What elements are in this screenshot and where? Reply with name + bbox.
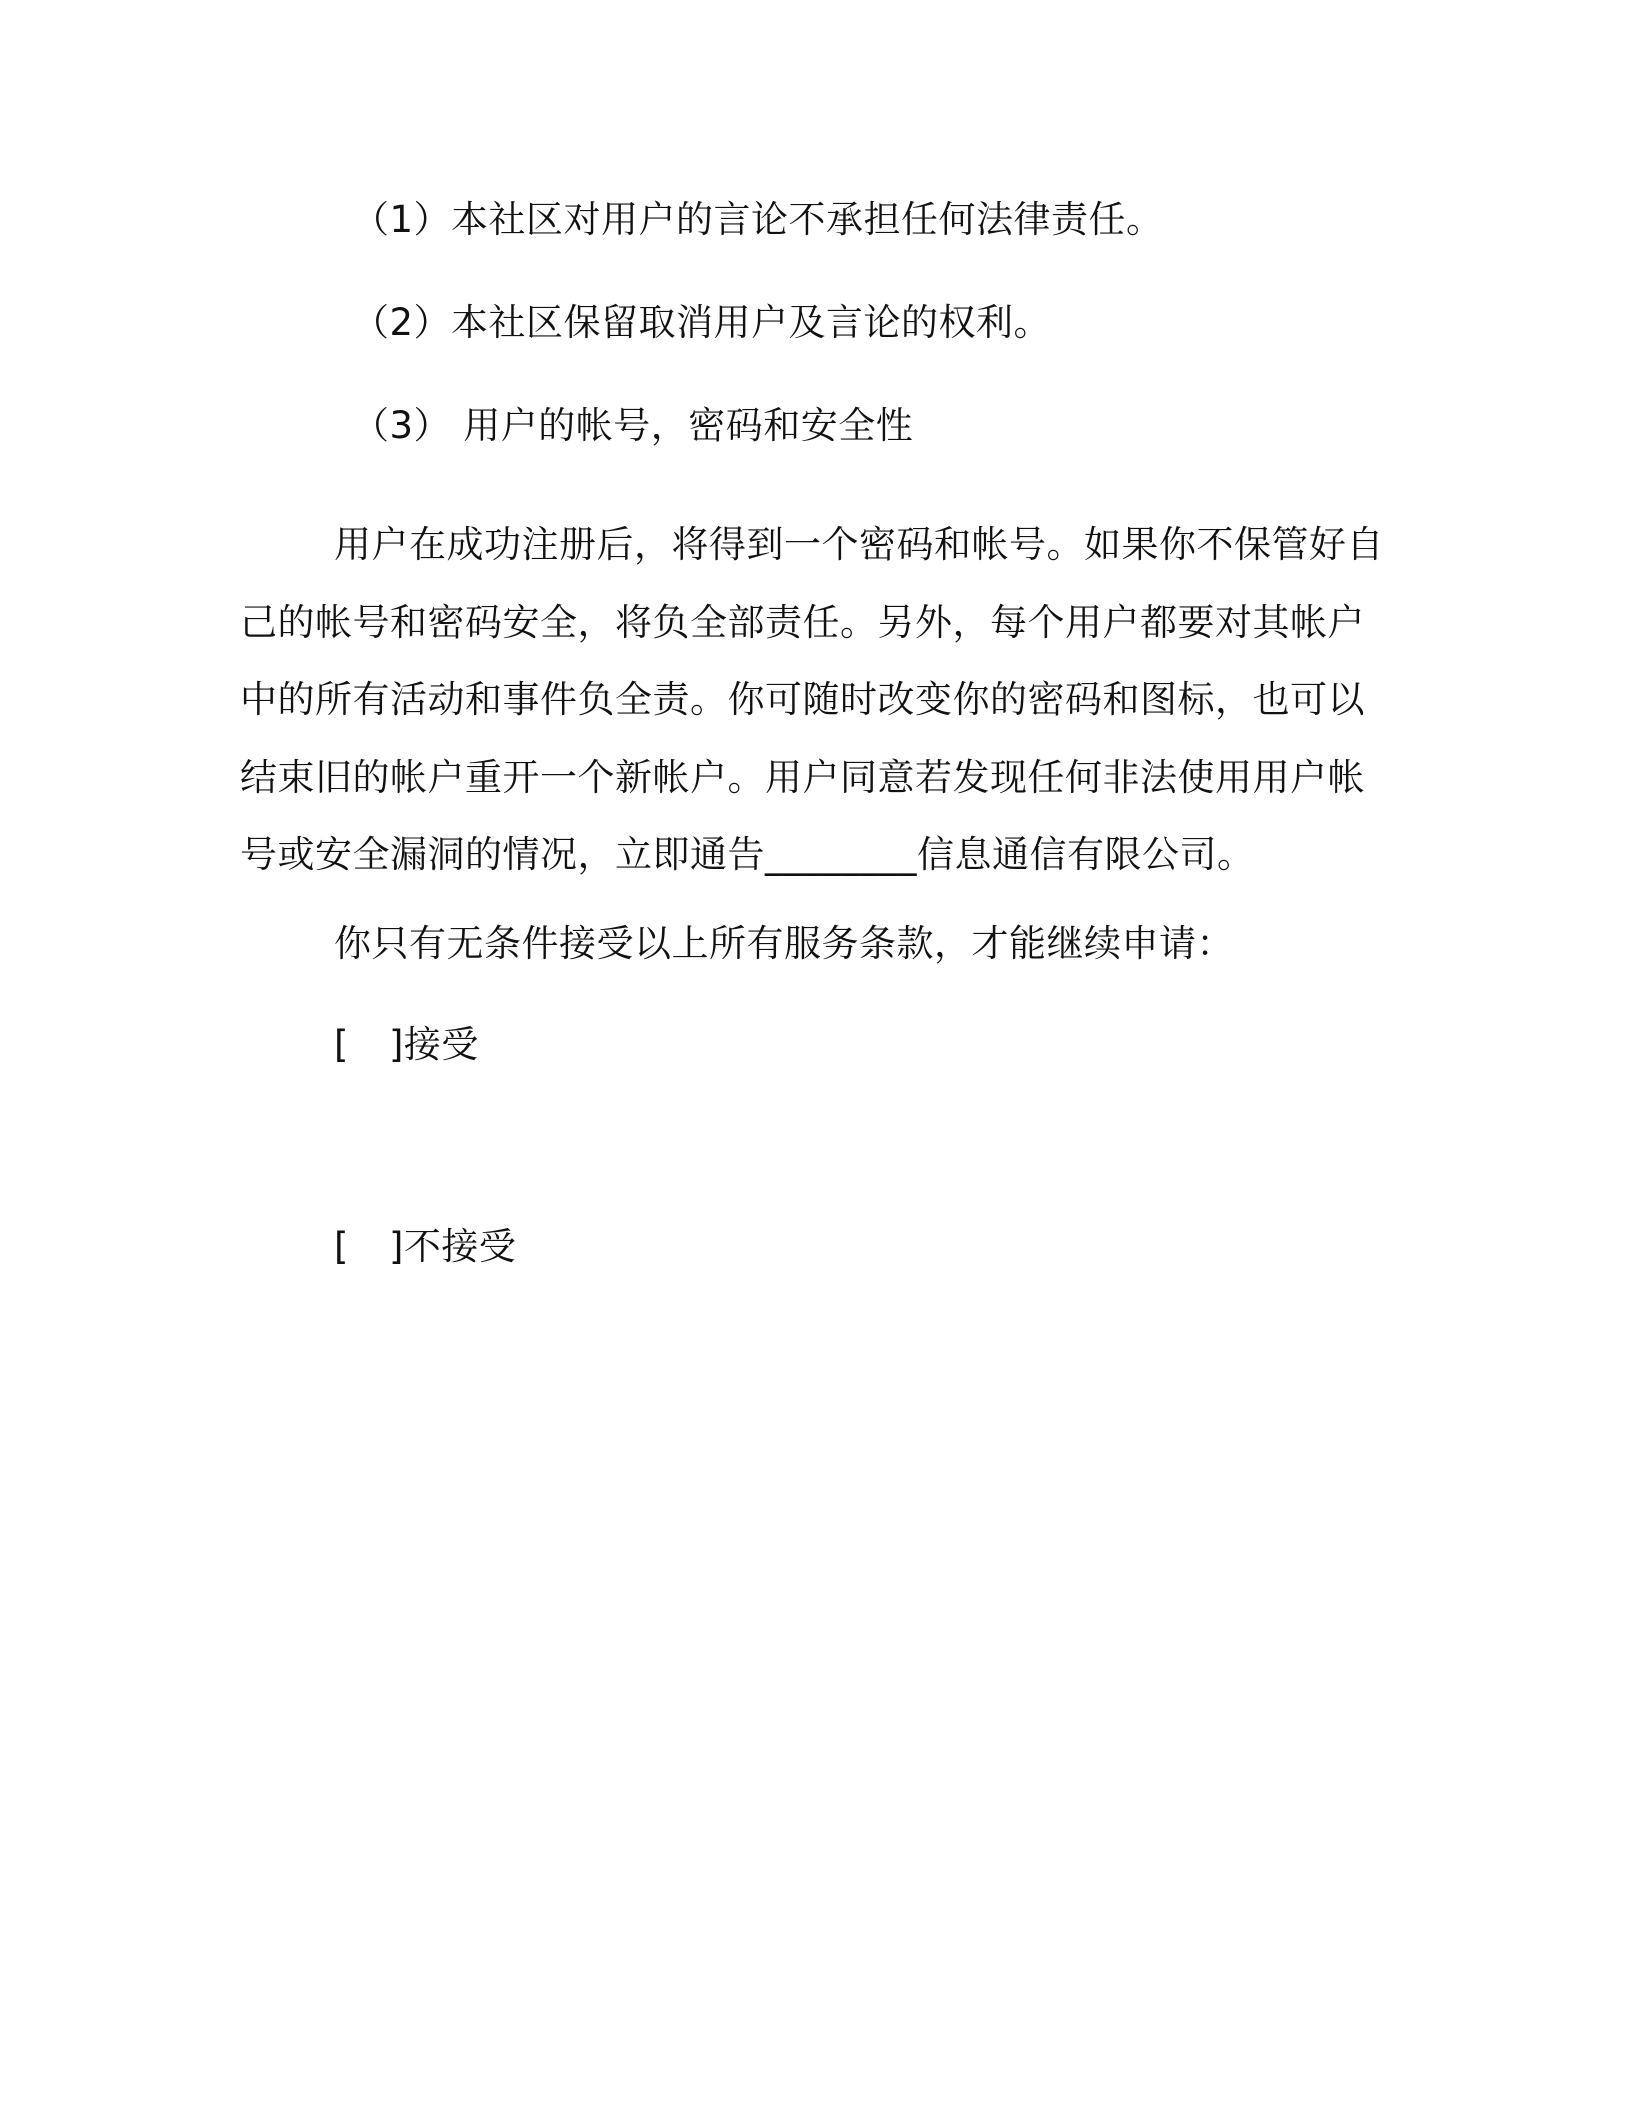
paragraph-line-3: 中的所有活动和事件负全责。你可随时改变你的密码和图标，也可以 xyxy=(240,678,1365,721)
reject-option[interactable] xyxy=(334,1225,516,1269)
paragraph-line-1: 用户在成功注册后，将得到一个密码和帐号。如果你不保管好自 xyxy=(334,523,1384,566)
accept-checkbox-close-bracket[interactable]: ] xyxy=(388,1023,404,1066)
terms-notice: 你只有无条件接受以上所有服务条款，才能继续申请： xyxy=(334,922,1234,965)
reject-checkbox-close-bracket[interactable]: ] xyxy=(388,1225,404,1268)
reject-label: 不接受 xyxy=(403,1225,517,1268)
paragraph-line-4: 结束旧的帐户重开一个新帐户。用户同意若发现任何非法使用用户帐 xyxy=(240,755,1365,799)
accept-label: 接受 xyxy=(403,1023,479,1066)
paragraph-line-5: 号或安全漏洞的情况，立即通告________信息通信有限公司。 xyxy=(240,833,1255,876)
accept-checkbox-open-bracket[interactable]: [ xyxy=(334,1023,349,1066)
clause-item-3: （3） 用户的帐号，密码和安全性 xyxy=(352,404,914,447)
clause-item-2: （2）本社区保留取消用户及言论的权利。 xyxy=(352,301,1052,344)
reject-checkbox-open-bracket[interactable]: [ xyxy=(334,1225,349,1268)
clause-item-1: （1）本社区对用户的言论不承担任何法律责任。 xyxy=(352,198,1164,241)
account-security-paragraph xyxy=(240,506,1390,894)
accept-option[interactable] xyxy=(334,1023,479,1067)
paragraph-line-2: 己的帐号和密码安全，将负全部责任。另外，每个用户都要对其帐户 xyxy=(240,600,1365,644)
